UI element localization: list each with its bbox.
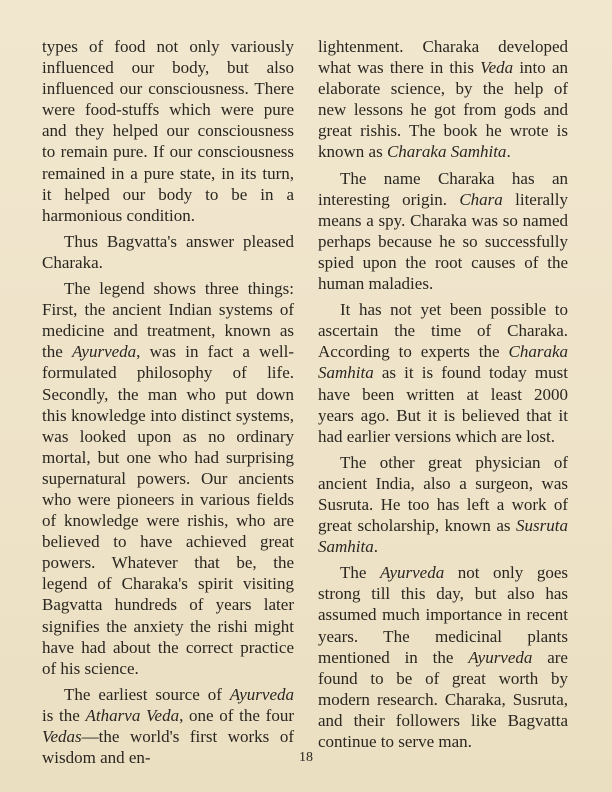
right-column xyxy=(318,36,568,757)
paragraph: The name Charaka has an interesting origin. Chara literally means a spy. Charaka was so named perhaps because he so successfully spied upon the root causes of the human maladies. xyxy=(318,168,568,294)
paragraph: The Ayurveda not only goes strong till this day, but also has assumed much importance in recent years. The medicinal plants mentioned in the Ayurveda are found to be of great worth by modern research. Charaka, Susruta, and their followers like Bagvatta continue to serve man. xyxy=(318,563,568,751)
left-column xyxy=(42,36,294,773)
paragraph: Thus Bagvatta's answer pleased Charaka. xyxy=(42,231,294,272)
paragraph: The other great physician of ancient India, also a surgeon, was Susruta. He too has left a work of great scholarship, known as Susruta Samhita. xyxy=(318,452,568,557)
paragraph: It has not yet been possible to ascertain the time of Charaka. According to experts the Charaka Samhita as it is found today must have been written at least 2000 years ago. But it is believed that it had earlier versions which are lost. xyxy=(318,300,568,446)
paragraph: The earliest source of Ayurveda is the Atharva Veda, one of the four Vedas—the world's first works of wisdom and en- xyxy=(42,684,294,768)
page-number: 18 xyxy=(299,750,313,765)
paragraph: The legend shows three things: First, the ancient Indian systems of medicine and treatment, known as the Ayurveda, was in fact a well-formulated philosophy of life. Secondly, the man who put down this knowledge into distinct systems, was looked upon as no ordinary mortal, but one who had surprising supernatural powers. Our ancients who were pioneers in various fields of knowledge were rishis, who are believed to have achieved great powers. Whatever that be, the legend of Charaka's spirit visiting Bagvatta hundreds of years later signifies the anxiety the rishi might have had about the correct practice of his science. xyxy=(42,279,294,678)
paragraph: types of food not only variously influenced our body, but also influenced our consciousness. There were food-stuffs which were pure and they helped our consciousness to remain pure. If our consciousness remained in a pure state, in its turn, it helped our body to be in a harmonious condition. xyxy=(42,37,294,225)
paragraph: lightenment. Charaka developed what was there in this Veda into an elaborate science, by the help of new lessons he got from gods and great rishis. The book he wrote is known as Charaka Samhita. xyxy=(318,37,568,162)
